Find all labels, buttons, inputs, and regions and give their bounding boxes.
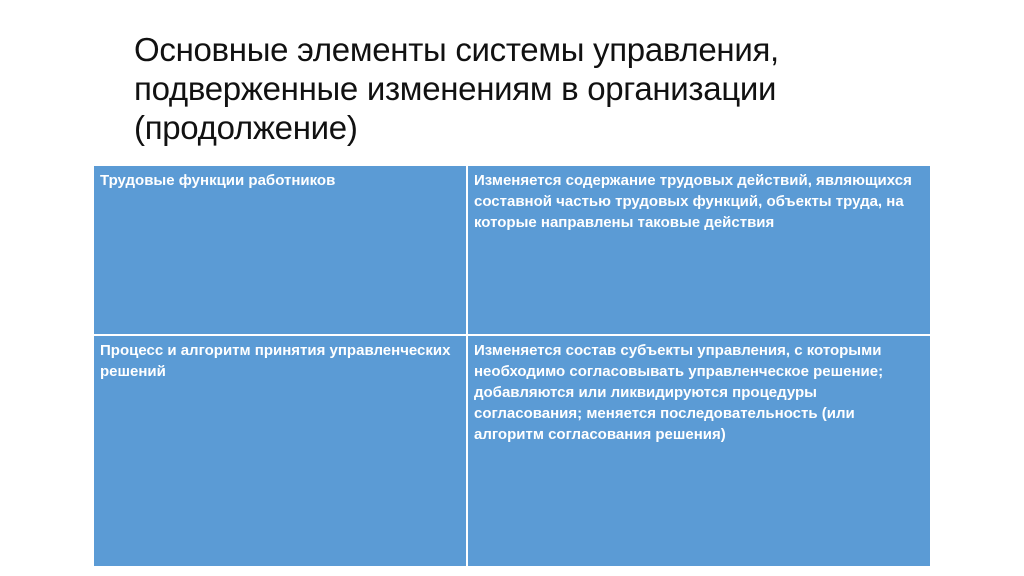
table-cell-change: Изменяется содержание трудовых действий, являющихся составной частью трудовых функций, объекты труда, на которые направлены таковые действия [467, 165, 931, 335]
slide-title-line-1: Основные элементы системы управления, [134, 31, 779, 68]
table-cell-element: Процесс и алгоритм принятия управленческих решений [93, 335, 467, 567]
table-row [93, 335, 931, 567]
table-row [93, 165, 931, 335]
slide-title-line-2: подверженные изменениям в организации [134, 70, 777, 107]
changes-table [92, 164, 932, 568]
slide-title [134, 30, 994, 147]
slide-title-line-3: (продолжение) [134, 109, 358, 146]
table-cell-change: Изменяется состав субъекты управления, с которыми необходимо согласовывать управленческое решение; добавляются или ликвидируются процедуры согласования; меняется последовательность (или алгоритм согласования решения) [467, 335, 931, 567]
table-cell-element: Трудовые функции работников [93, 165, 467, 335]
